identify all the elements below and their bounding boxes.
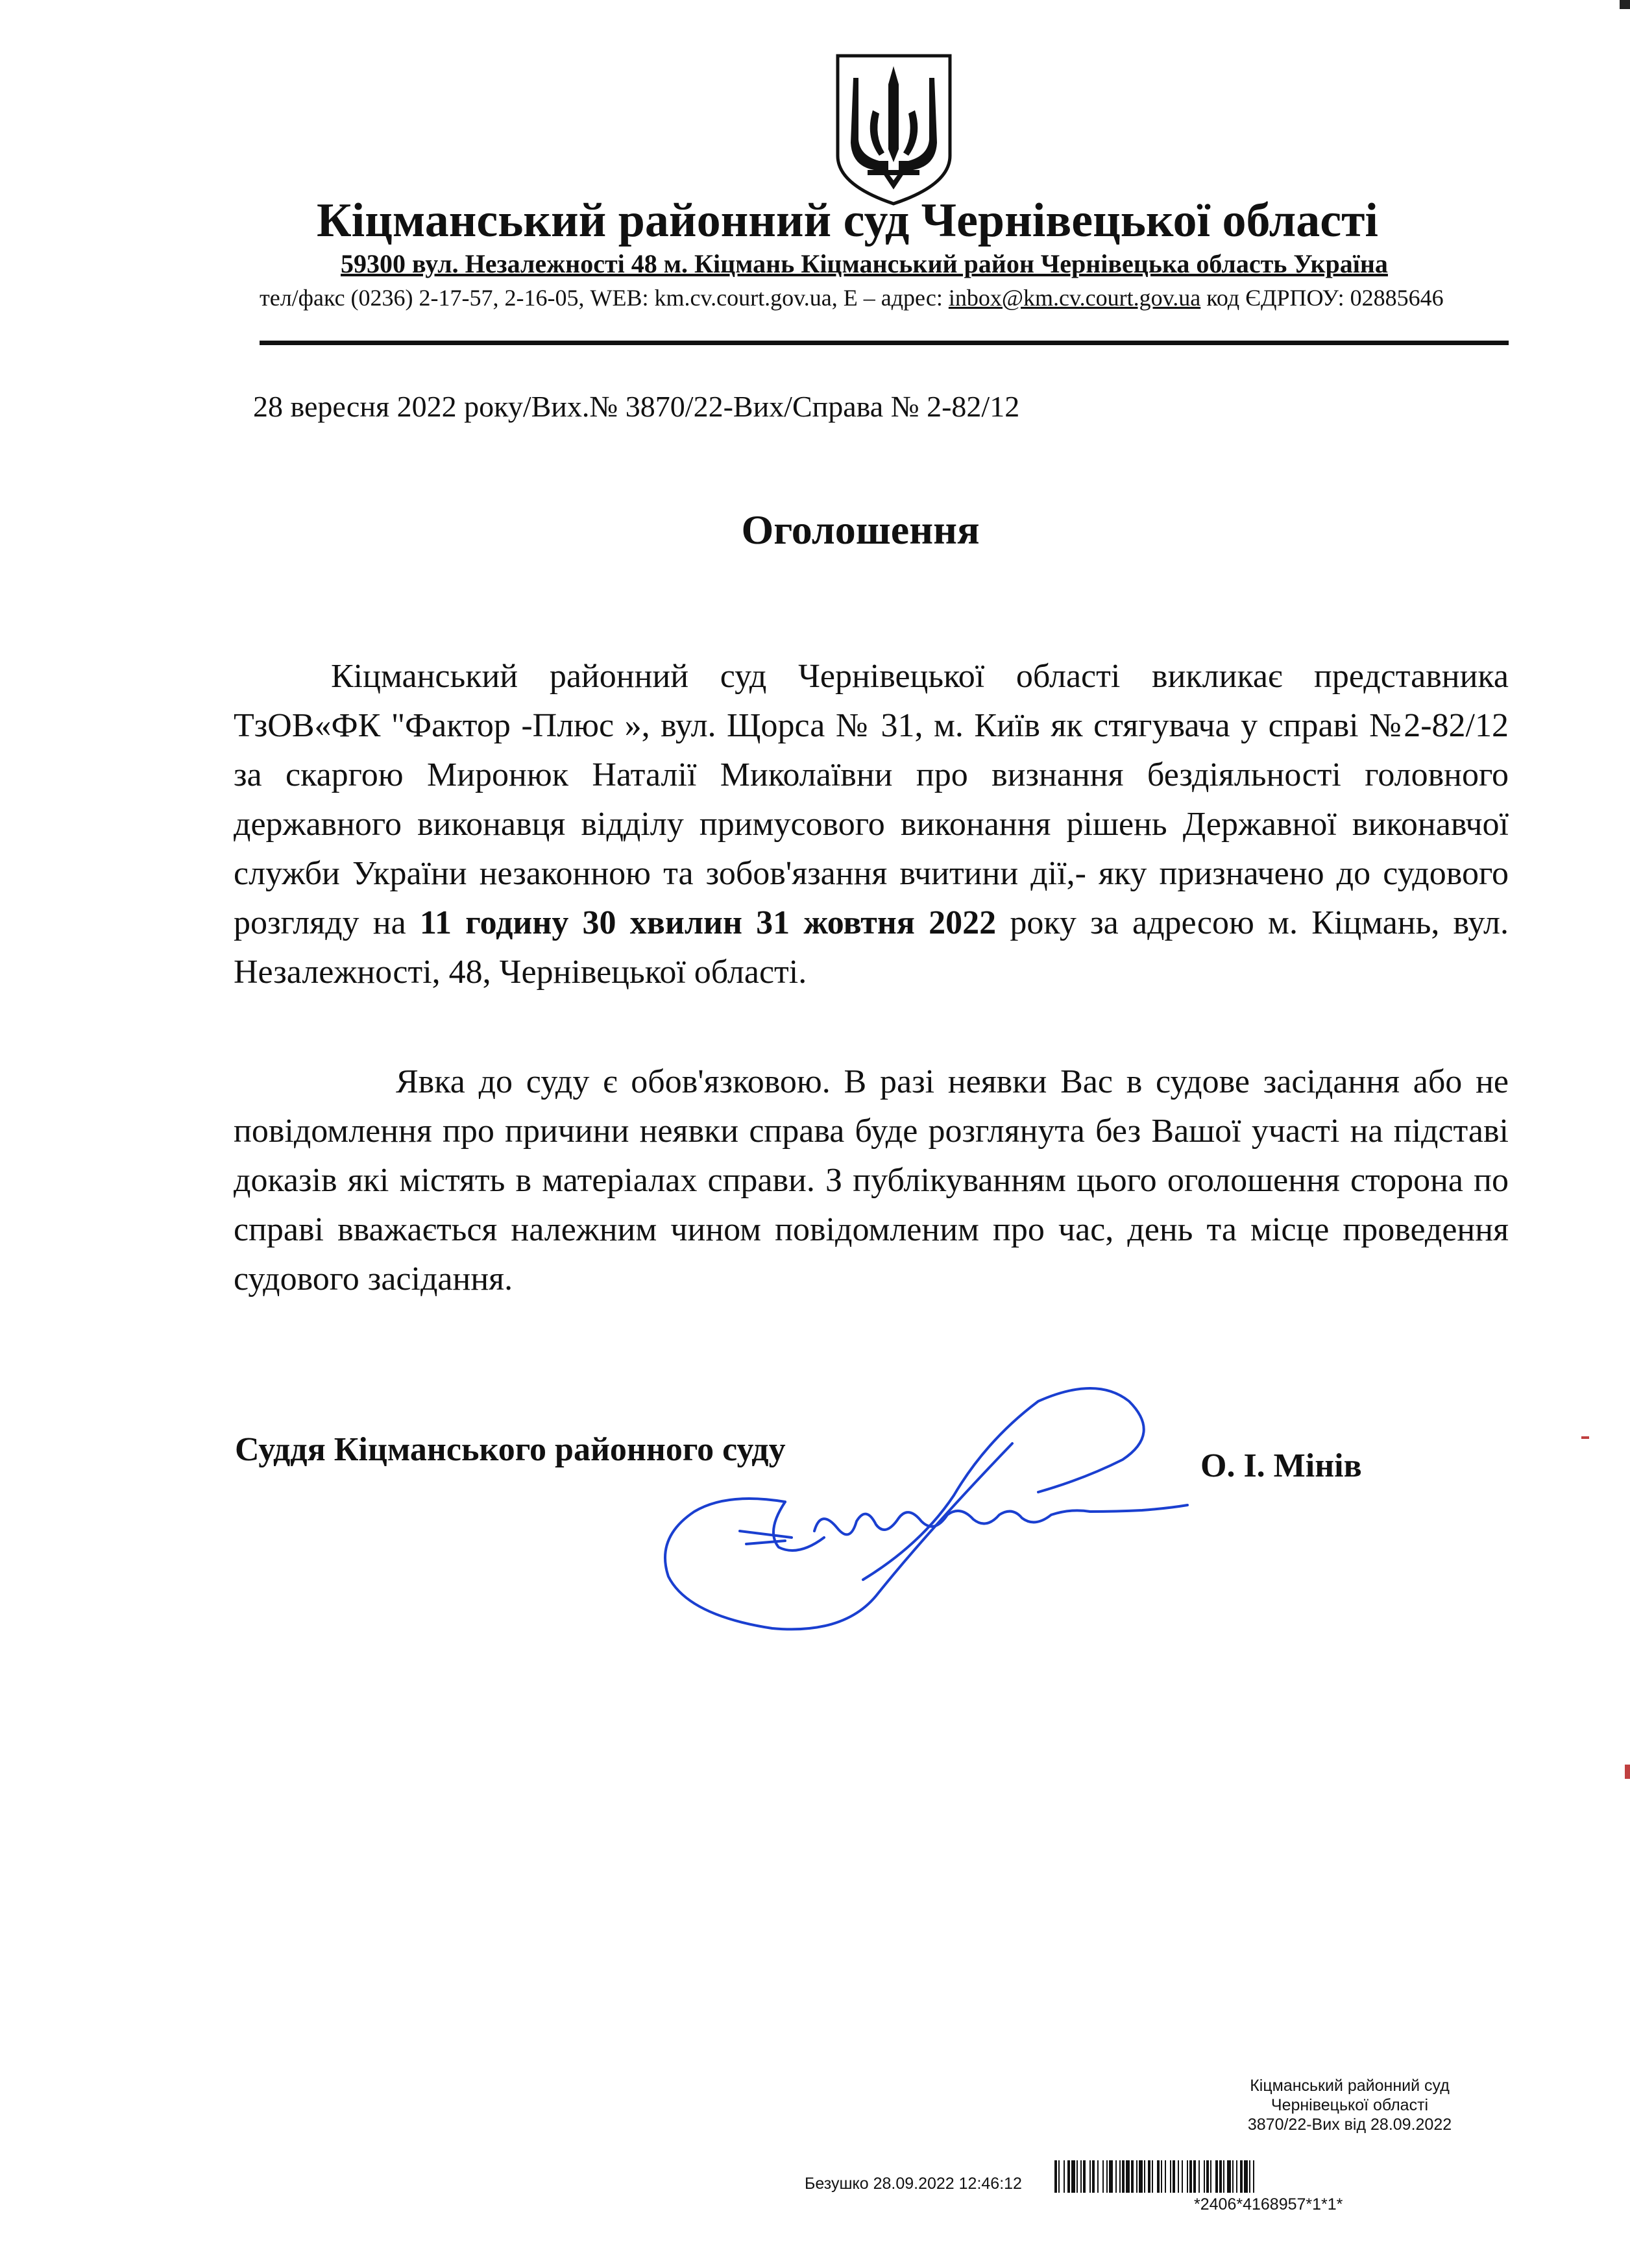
barcode-bar <box>1210 2160 1211 2193</box>
barcode-bar <box>1077 2160 1078 2193</box>
barcode-bar <box>1067 2160 1070 2193</box>
barcode-bar <box>1122 2160 1125 2193</box>
hearing-datetime: 11 годину 30 хвилин 31 жовтня 2022 <box>419 904 997 941</box>
barcode-bar <box>1089 2160 1091 2193</box>
scan-artifact <box>1625 1765 1630 1779</box>
barcode-bar <box>1157 2160 1160 2193</box>
barcode-bar <box>1119 2160 1121 2193</box>
scan-artifact <box>1581 1436 1589 1439</box>
contact-suffix: код ЄДРПОУ: 02885646 <box>1200 285 1444 311</box>
barcode-number: *2406*4168957*1*1* <box>1194 2195 1343 2214</box>
barcode-bar <box>1170 2160 1171 2193</box>
paragraph-1-text-end: року за адресою м. Кіцмань, вул. Незалежності, 48, Чернівецької області. <box>234 904 1509 991</box>
barcode-bar <box>1139 2160 1143 2193</box>
barcode-bar <box>1083 2160 1086 2193</box>
barcode-bar <box>1232 2160 1234 2193</box>
barcode-bar <box>1106 2160 1108 2193</box>
reference-line: 28 вересня 2022 року/Вих.№ 3870/22-Вих/Справа № 2-82/12 <box>253 390 1020 423</box>
registration-user-timestamp: Безушко 28.09.2022 12:46:12 <box>805 2175 1022 2193</box>
barcode-bar <box>1249 2160 1250 2193</box>
barcode-bar <box>1204 2160 1205 2193</box>
barcode-bar <box>1109 2160 1113 2193</box>
reg-court-name: Кіцманський районний суд <box>1250 2077 1450 2095</box>
barcode-bar <box>1244 2160 1248 2193</box>
email-link[interactable]: inbox@km.cv.court.gov.ua <box>948 285 1201 311</box>
barcode-bar <box>1092 2160 1095 2193</box>
barcode-bar <box>1161 2160 1162 2193</box>
barcode-bar <box>1219 2160 1222 2193</box>
barcode-bar <box>1064 2160 1065 2193</box>
barcode-bar <box>1193 2160 1196 2193</box>
court-contacts <box>260 284 1444 311</box>
document-heading: Оголошення <box>741 507 980 553</box>
notice-paragraph-1 <box>234 652 1509 997</box>
header-divider <box>260 341 1509 345</box>
barcode-bar <box>1144 2160 1145 2193</box>
judge-signature <box>649 1382 1233 1641</box>
barcode-bar <box>1058 2160 1060 2193</box>
barcode-bar <box>1227 2160 1231 2193</box>
coat-of-arms-emblem <box>834 52 954 208</box>
barcode-bar <box>1097 2160 1099 2193</box>
court-address: 59300 вул. Незалежності 48 м. Кіцмань Кіцманський район Чернівецька область Україна <box>341 249 1388 278</box>
barcode-bar <box>1189 2160 1192 2193</box>
barcode-bar <box>1240 2160 1243 2193</box>
registration-stamp <box>1155 2076 1544 2134</box>
barcode-bar <box>1102 2160 1104 2193</box>
barcode-bar <box>1236 2160 1237 2193</box>
barcode-bar <box>1115 2160 1117 2193</box>
barcode-bar <box>1148 2160 1150 2193</box>
reg-outgoing-number: 3870/22-Вих від 28.09.2022 <box>1247 2116 1452 2134</box>
scan-artifact <box>1620 0 1630 9</box>
barcode-bar <box>1215 2160 1218 2193</box>
barcode-bar <box>1178 2160 1179 2193</box>
court-title: Кіцманський районний суд Чернівецької області <box>317 194 1378 247</box>
registration-barcode <box>1054 2160 1444 2193</box>
barcode-bar <box>1131 2160 1134 2193</box>
barcode-bar <box>1136 2160 1137 2193</box>
barcode-bar <box>1071 2160 1075 2193</box>
barcode-bar <box>1080 2160 1082 2193</box>
contact-prefix: тел/факс (0236) 2-17-57, 2-16-05, WEB: km.cv.court.gov.ua, E – адрес: <box>260 285 949 311</box>
paragraph-1-text: Кіцманський районний суд Чернівецької області викликає представника ТзОВ«ФК "Фактор -Плюс », вул. Щорса № 31, м. Київ як стягувача у справі №2-82/12 за скаргою Миронюк Наталії Миколаївни про визнання бездіяльності головного державного виконавця відділу примусового виконання рішень Державної виконавчої служби України незаконною та зобов'язання вчитини дії,- яку призначено до судового розгляду на <box>234 658 1509 941</box>
judge-name: О. І. Мінів <box>1200 1447 1362 1484</box>
barcode-bar <box>1223 2160 1224 2193</box>
barcode-bar <box>1182 2160 1183 2193</box>
notice-paragraph-2: Явка до суду є обов'язковою. В разі неявки Вас в судове засідання або не повідомлення про причини неявки справа буде розглянута без Вашої участі на підставі доказів які містять в матеріалах справи. З публікуванням цього оголошення сторона по справі вважається належним чином повідомленим про час, день та місце проведення судового засідання. <box>234 1063 1509 1297</box>
barcode-bar <box>1152 2160 1153 2193</box>
reg-court-region: Чернівецької області <box>1271 2096 1429 2114</box>
barcode-bar <box>1126 2160 1130 2193</box>
barcode-bar <box>1198 2160 1200 2193</box>
barcode-bar <box>1253 2160 1254 2193</box>
barcode-bar <box>1206 2160 1209 2193</box>
barcode-bar <box>1173 2160 1175 2193</box>
judge-title: Суддя Кіцманського районного суду <box>235 1431 786 1468</box>
barcode-bar <box>1054 2160 1057 2193</box>
barcode-bar <box>1187 2160 1188 2193</box>
barcode-bar <box>1165 2160 1166 2193</box>
